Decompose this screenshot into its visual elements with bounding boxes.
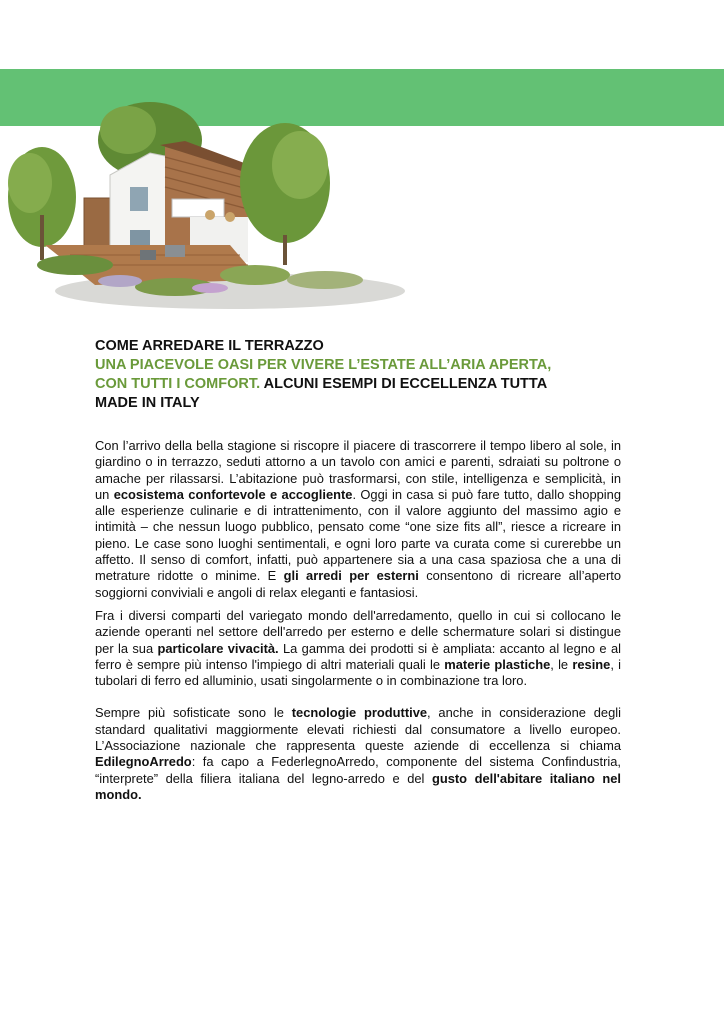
headline-subtitle-black: ALCUNI ESEMPI DI ECCELLENZA TUTTA <box>260 376 548 392</box>
headline-subtitle-line: MADE IN ITALY <box>95 395 200 411</box>
text-run: : fa capo a FederlegnoArredo, componente del sistema Confindustria, “interprete” della filiera italiana del legno-arredo e del <box>95 754 621 786</box>
article-body <box>95 438 621 803</box>
paragraph-association <box>95 705 621 803</box>
text-run: consentono di ricreare all’aperto soggiorni conviviali e angoli di relax eleganti e fantasiosi. <box>95 568 621 600</box>
text-run: La gamma dei prodotti si è ampliata: accanto al legno e al ferro è sempre più intenso l'impiego di altri materiali quali le <box>95 640 621 672</box>
headline-subtitle-green: CON TUTTI I COMFORT. <box>95 376 261 392</box>
headline-subtitle-line <box>95 375 565 394</box>
paragraph-intro <box>95 438 621 601</box>
article-headline <box>95 337 565 413</box>
text-run: Fra i diversi comparti del variegato mondo dell'arredamento, quello in cui si collocano le aziende operanti nel settore dell'arredo per esterno e delle schermature solari si distingue per la sua <box>95 607 621 656</box>
text-run: , i tubolari di ferro ed alluminio, usati singolarmente o in combinazione tra loro. <box>95 656 622 689</box>
text-run: Con l’arrivo della bella stagione si riscopre il piacere di trascorrere il tempo libero al sole, in giardino o in terrazzo, seduti attorno a un tavolo con amici e parenti, sdraiati su poltrone o amache per rilassarsi. L’abitazione può trasformarsi, con stile, intelligenza e semplicità, in un <box>95 438 621 502</box>
bold-phrase: resine <box>572 656 611 672</box>
bold-phrase: EdilegnoArredo <box>95 754 192 770</box>
headline-title: COME ARREDARE IL TERRAZZO <box>95 338 324 354</box>
text-run: , anche in considerazione degli standard qualitativi maggiormente elevati richiesti dal consumatore a livello europeo. L’Associazione nazionale che rappresenta queste aziende di eccellenza si chiama <box>95 705 621 754</box>
text-run: , le <box>550 656 573 672</box>
terrace-house-illustration-icon <box>0 95 410 340</box>
text-run: Sempre più sofisticate sono le <box>95 705 292 721</box>
paragraph-sector <box>95 608 621 689</box>
bold-phrase: tecnologie produttive <box>291 705 428 721</box>
bold-phrase: gusto dell'abitare italiano nel mondo. <box>95 770 621 802</box>
bold-phrase: gli arredi per esterni <box>283 568 419 584</box>
bold-phrase: particolare vivacità. <box>157 640 279 656</box>
text-run: . Oggi in casa si può fare tutto, dallo shopping alle esperienze culinarie e di intrattenimento, con il valore aggiunto del massimo agio e intimità – che nessun luogo pubblico, pensato come “one size fits all”, riesce a ricreare in pieno. Le case sono luoghi sentimentali, e ogni loro parte va curata come si curerebbe un affetto. Il senso di comfort, infatti, può appartenere sia a una casa spaziosa che a una di metrature ridotte o minime. E <box>95 486 621 584</box>
headline-subtitle-line: UNA PIACEVOLE OASI PER VIVERE L’ESTATE ALL’ARIA APERTA, <box>95 357 552 373</box>
bold-phrase: ecosistema confortevole e accogliente <box>113 486 353 502</box>
bold-phrase: materie plastiche <box>444 656 551 672</box>
